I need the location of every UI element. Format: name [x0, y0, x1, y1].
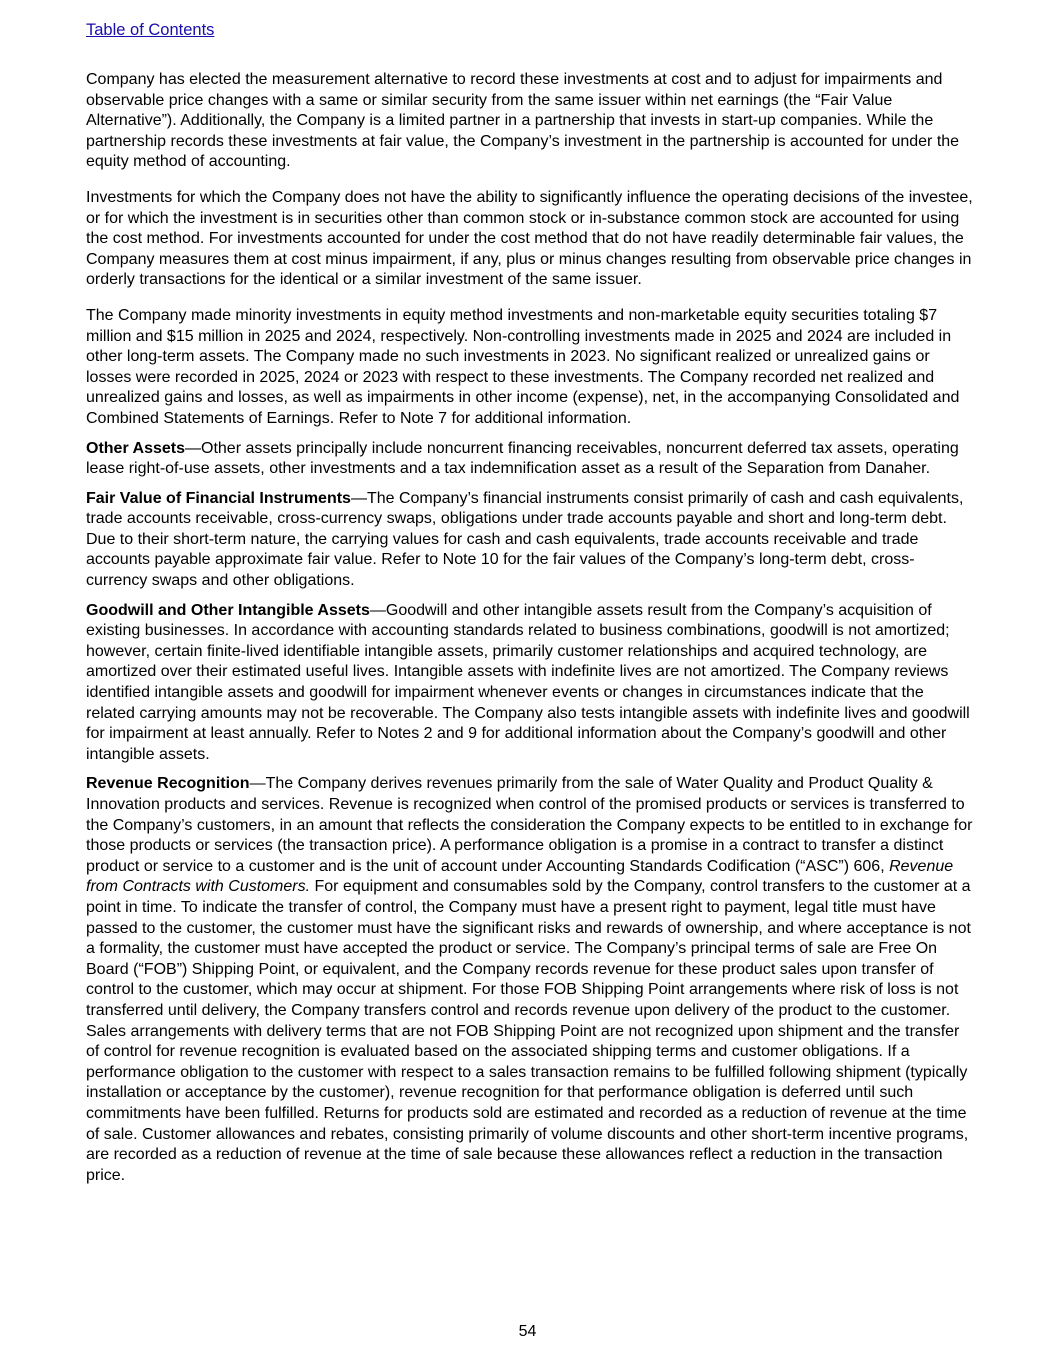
paragraph-fair-value	[86, 489, 974, 592]
other-assets-text: —Other assets principally include noncurrent financing receivables, noncurrent deferred tax assets, operating lease right-of-use assets, other investments and a tax indemnification asset as a result of the Separation from Danaher.	[86, 439, 959, 478]
paragraph-measurement-alternative: Company has elected the measurement alternative to record these investments at cost and to adjust for impairments and observable price changes with a same or similar security from the same issuer within net earnings (the “Fair Value Alternative”). Additionally, the Company is a limited partner in a partnership that invests in start-up companies. While the partnership records these investments at fair value, the Company’s investment in the partnership is accounted for under the equity method of accounting.	[86, 71, 960, 171]
document-body	[86, 70, 974, 1186]
paragraph-revenue-recognition	[86, 774, 974, 1186]
goodwill-heading: Goodwill and Other Intangible Assets	[86, 601, 370, 619]
table-of-contents-link[interactable]: Table of Contents	[86, 21, 215, 39]
revenue-recognition-heading: Revenue Recognition	[86, 775, 250, 793]
paragraph-goodwill	[86, 601, 974, 766]
goodwill-text: —Goodwill and other intangible assets result from the Company’s acquisition of existing businesses. In accordance with accounting standards related to business combinations, goodwill is not amortized; however, certain finite-lived identifiable intangible assets, primarily customer relationships and acquired technology, are amortized over their estimated useful lives. Intangible assets with indefinite lives are not amortized. The Company reviews identified intangible assets and goodwill for impairment whenever events or changes in circumstances indicate that the related carrying amounts may not be recoverable. The Company also tests intangible assets with indefinite lives and goodwill for impairment at least annually. Refer to Notes 2 and 9 for additional information about the Company’s goodwill and other intangible assets.	[86, 601, 970, 763]
revenue-recognition-text-continued: For equipment and consumables sold by the Company, control transfers to the customer at a point in time. To indicate the transfer of control, the Company must have a present right to payment, legal title must have passed to the customer, the customer must have the significant risks and rewards of ownership, and where acceptance is not a formality, the customer must have accepted the product or service. The Company’s principal terms of sale are Free On Board (“FOB”) Shipping Point, or equivalent, and the Company records revenue for these product sales upon transfer of control to the customer, which may occur at shipment. For those FOB Shipping Point arrangements where risk of loss is not transferred until delivery, the Company transfers control and records revenue upon delivery of the product to the customer. Sales arrangements with delivery terms that are not FOB Shipping Point are not recognized upon shipment and the transfer of control for revenue recognition is evaluated based on the associated shipping terms and customer obligations. If a performance obligation to the customer with respect to a sales transaction remains to be fulfilled following shipment (typically installation or acceptance by the customer), revenue recognition for that performance obligation is deferred until such commitments have been fulfilled. Returns for products sold are estimated and recorded as a reduction of revenue at the time of sale. Customer allowances and rebates, consisting primarily of volume discounts and other short-term incentive programs, are recorded as a reduction of revenue at the time of sale because these allowances reflect a reduction in the transaction price.	[86, 878, 971, 1184]
paragraph-minority-investments: The Company made minority investments in equity method investments and non-marketable equity securities totaling $7 million and $15 million in 2025 and 2024, respectively. Non-controlling investments made in 2025 and 2024 are included in other long-term assets. The Company made no such investments in 2023. No significant realized or unrealized gains or losses were recorded in 2025, 2024 or 2023 with respect to these investments. The Company recorded net realized and unrealized gains and losses, as well as impairments in other income (expense), net, in the accompanying Consolidated and Combined Statements of Earnings. Refer to Note 7 for additional information.	[86, 306, 960, 427]
paragraph-other-assets	[86, 439, 974, 480]
paragraph-cost-method: Investments for which the Company does not have the ability to significantly influence the operating decisions of the investee, or for which the investment is in securities other than common stock or in-substance common stock are accounted for using the cost method. For investments accounted for under the cost method that do not have readily determinable fair values, the Company measures them at cost minus impairment, if any, plus or minus changes resulting from observable price changes in orderly transactions for the identical or a similar investment of the same issuer.	[86, 188, 973, 289]
page-number: 54	[518, 1323, 537, 1340]
other-assets-heading: Other Assets	[86, 439, 185, 457]
fair-value-heading: Fair Value of Financial Instruments	[86, 489, 351, 507]
revenue-standard-title: Revenue from Contracts with Customers.	[86, 857, 954, 896]
revenue-recognition-text: —The Company derives revenues primarily from the sale of Water Quality and Product Quality & Innovation products and services. Revenue is recognized when control of the promised products or services is transferred to the Company’s customers, in an amount that reflects the consideration the Company expects to be entitled to in exchange for those products or services (the transaction price). A performance obligation is a promise in a contract to transfer a distinct product or service to a customer and is the unit of account under Accounting Standards Codification (“ASC”) 606,	[86, 775, 973, 875]
fair-value-text: —The Company’s financial instruments consist primarily of cash and cash equivalents, trade accounts receivable, cross-currency swaps, obligations under trade accounts payable and short and long-term debt. Due to their short-term nature, the carrying values for cash and cash equivalents, trade accounts receivable and trade accounts payable approximate fair value. Refer to Note 10 for the fair values of the Company’s long-term debt, cross-currency swaps and other obligations.	[86, 489, 964, 590]
